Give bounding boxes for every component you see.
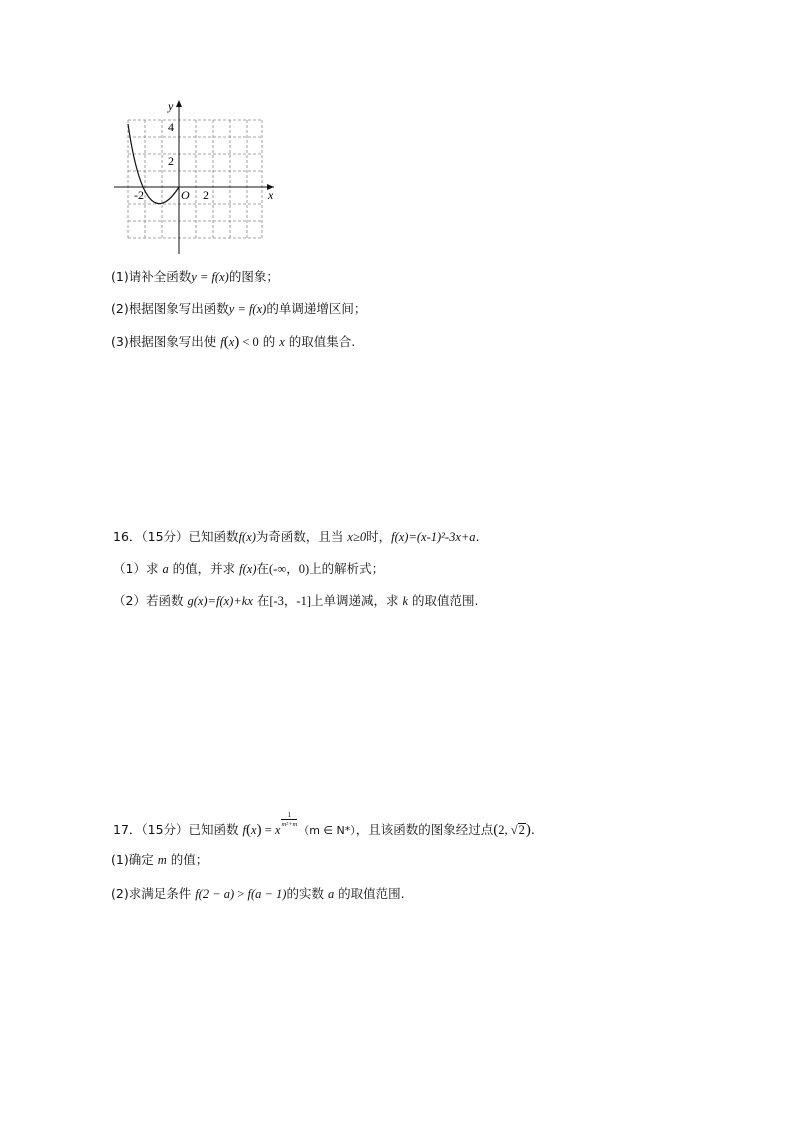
q17-f: f [242, 823, 247, 837]
q17-exp-num: 1 [281, 812, 297, 820]
q16-p1-suffix: 上的解析式； [309, 561, 385, 576]
q17-x: x [251, 823, 257, 837]
q17-p2-mid: 的实数 [286, 886, 328, 901]
q17-p2-prefix: (2)求满足条件 [111, 886, 196, 901]
q16-p2-prefix: （2）若函数 [113, 593, 188, 608]
q17-rparen: ) [256, 822, 262, 838]
q17-p2-rhs: f(a − 1) [247, 887, 287, 901]
q17-base: x [274, 823, 281, 837]
q16-p1-mid2: 在 [256, 561, 270, 576]
q16-header-cond: x≥0 [347, 530, 367, 544]
q17-part1 [111, 851, 208, 869]
q17-p2-op: > [234, 887, 248, 901]
q15-p3-rparen: ) [234, 334, 240, 350]
x-tick-label: 2 [203, 188, 209, 202]
q16-header-prefix: 16．（15分）已知函数 [113, 529, 239, 544]
q16-p1-mid: 的值，并求 [168, 561, 240, 576]
q17-header-prefix: 17．（15分）已知函数 [113, 822, 243, 837]
q17-pt-lparen: ( [493, 822, 499, 838]
q17-pt-x: 2, [498, 823, 511, 837]
q17-p2-a: a [327, 887, 335, 901]
q15-part2 [111, 300, 366, 318]
q17-header-mid: ，且该函数的图象经过点 [355, 822, 494, 837]
function-graph [108, 96, 283, 256]
dashed-grid [128, 120, 262, 238]
q17-exp-den: m²+m [281, 821, 298, 828]
q15-p3-var: x [279, 335, 285, 349]
q16-p2-k: k [402, 594, 409, 608]
q15-p3-lparen: ( [223, 334, 229, 350]
q15-p3-prefix: (3)根据图象写出使 [111, 334, 217, 349]
x-tick-label: -2 [134, 188, 144, 202]
q17-part2 [111, 885, 405, 903]
q15-p3-x: x [228, 335, 235, 349]
y-axis-label: y [168, 99, 174, 113]
q17-sqrt-sign: √ [510, 823, 518, 837]
q17-p1-m: m [157, 853, 167, 867]
q17-lparen: ( [246, 822, 252, 838]
q16-header-mid: 为奇函数，且当 [255, 529, 348, 544]
q17-header-end: . [530, 822, 535, 837]
q15-p3-mid: 的 [258, 334, 280, 349]
q16-header-end: . [475, 529, 480, 544]
q16-part2 [113, 592, 479, 610]
q16-header-formula: f(x)=(x-1)²-3x+a [391, 530, 476, 544]
y-tick-label: 2 [168, 154, 174, 168]
q15-p2-prefix: (2)根据图象写出函数 [111, 301, 229, 316]
q16-p2-mid: 在 [252, 593, 270, 608]
q17-pt-rparen: ) [525, 822, 531, 838]
q16-p2-formula: g(x)=f(x)+kx [187, 594, 253, 608]
q17-header [113, 812, 535, 842]
q17-p1-suffix: 的值； [166, 852, 209, 867]
q17-cond: （m ∈ N*） [298, 824, 356, 837]
q16-p2-mid2: 上单调递减，求 [311, 593, 403, 608]
q16-p1-prefix: （1）求 [113, 561, 163, 576]
q16-p2-interval: [-3，-1] [269, 594, 312, 608]
q15-p1-math: y = f(x) [191, 270, 229, 284]
y-tick-label: 4 [168, 120, 174, 134]
q15-p2-math: y = f(x) [228, 302, 267, 316]
q17-eq: = [261, 823, 275, 837]
q15-part1 [111, 268, 279, 286]
q15-p3-cond: < 0 [239, 335, 259, 349]
q15-p2-suffix: 的单调递增区间； [266, 301, 367, 316]
q15-p1-suffix: 的图象； [228, 269, 279, 284]
q15-p3-f: f [220, 335, 224, 349]
q17-p2-lhs: f(2 − a) [195, 887, 235, 901]
q16-p1-fx: f(x) [239, 562, 257, 576]
q17-exponent-fraction [281, 812, 297, 828]
q16-header-fx: f(x) [238, 530, 256, 544]
q16-part1 [113, 560, 384, 578]
q16-p1-interval: (-∞，0) [269, 562, 310, 576]
q17-p2-suffix: 的取值范围. [334, 886, 405, 901]
q15-p1-prefix: (1)请补全函数 [111, 269, 192, 284]
q15-part3 [111, 333, 355, 351]
q17-p1-prefix: (1)确定 [111, 852, 158, 867]
x-axis-label: x [268, 188, 274, 202]
q16-p2-suffix: 的取值范围. [408, 593, 479, 608]
q15-p3-suffix: 的取值集合. [284, 334, 356, 349]
q17-sqrt-arg: 2 [518, 823, 525, 837]
q16-header [113, 528, 480, 546]
q16-p1-a: a [162, 562, 169, 576]
y-axis-arrow [176, 100, 182, 107]
origin-label: O [181, 188, 190, 202]
q16-header-mid2: 时， [366, 529, 392, 544]
